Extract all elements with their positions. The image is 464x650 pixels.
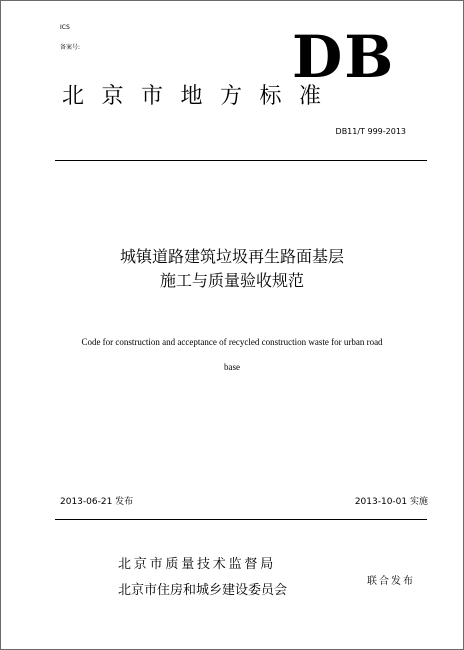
issuer-housing-commission: 北京市住房和城乡建设委员会 bbox=[118, 583, 288, 598]
english-title-line-2: base bbox=[224, 362, 240, 372]
ics-label: ICS bbox=[60, 24, 70, 31]
issue-date: 2013-06-21 发布 bbox=[60, 497, 134, 507]
implementation-date: 2013-10-01 实施 bbox=[354, 497, 428, 507]
standard-number: DB11/T 999-2013 bbox=[335, 127, 406, 136]
joint-issue-label: 联合发布 bbox=[367, 576, 415, 587]
chinese-title-line-2: 施工与质量验收规范 bbox=[159, 271, 304, 290]
top-divider bbox=[55, 160, 427, 161]
english-title-line-1: Code for construction and acceptance of recycled construction waste for urban road bbox=[81, 337, 383, 347]
chinese-title-line-1: 城镇道路建筑垃圾再生路面基层 bbox=[119, 247, 344, 266]
bottom-divider bbox=[55, 519, 427, 520]
standard-category-title: 北京市地方标准 bbox=[62, 84, 339, 109]
record-number-label: 备案号: bbox=[60, 44, 81, 51]
db-logo: DB bbox=[292, 23, 396, 91]
issuer-quality-bureau: 北京市质量技术监督局 bbox=[118, 557, 277, 572]
